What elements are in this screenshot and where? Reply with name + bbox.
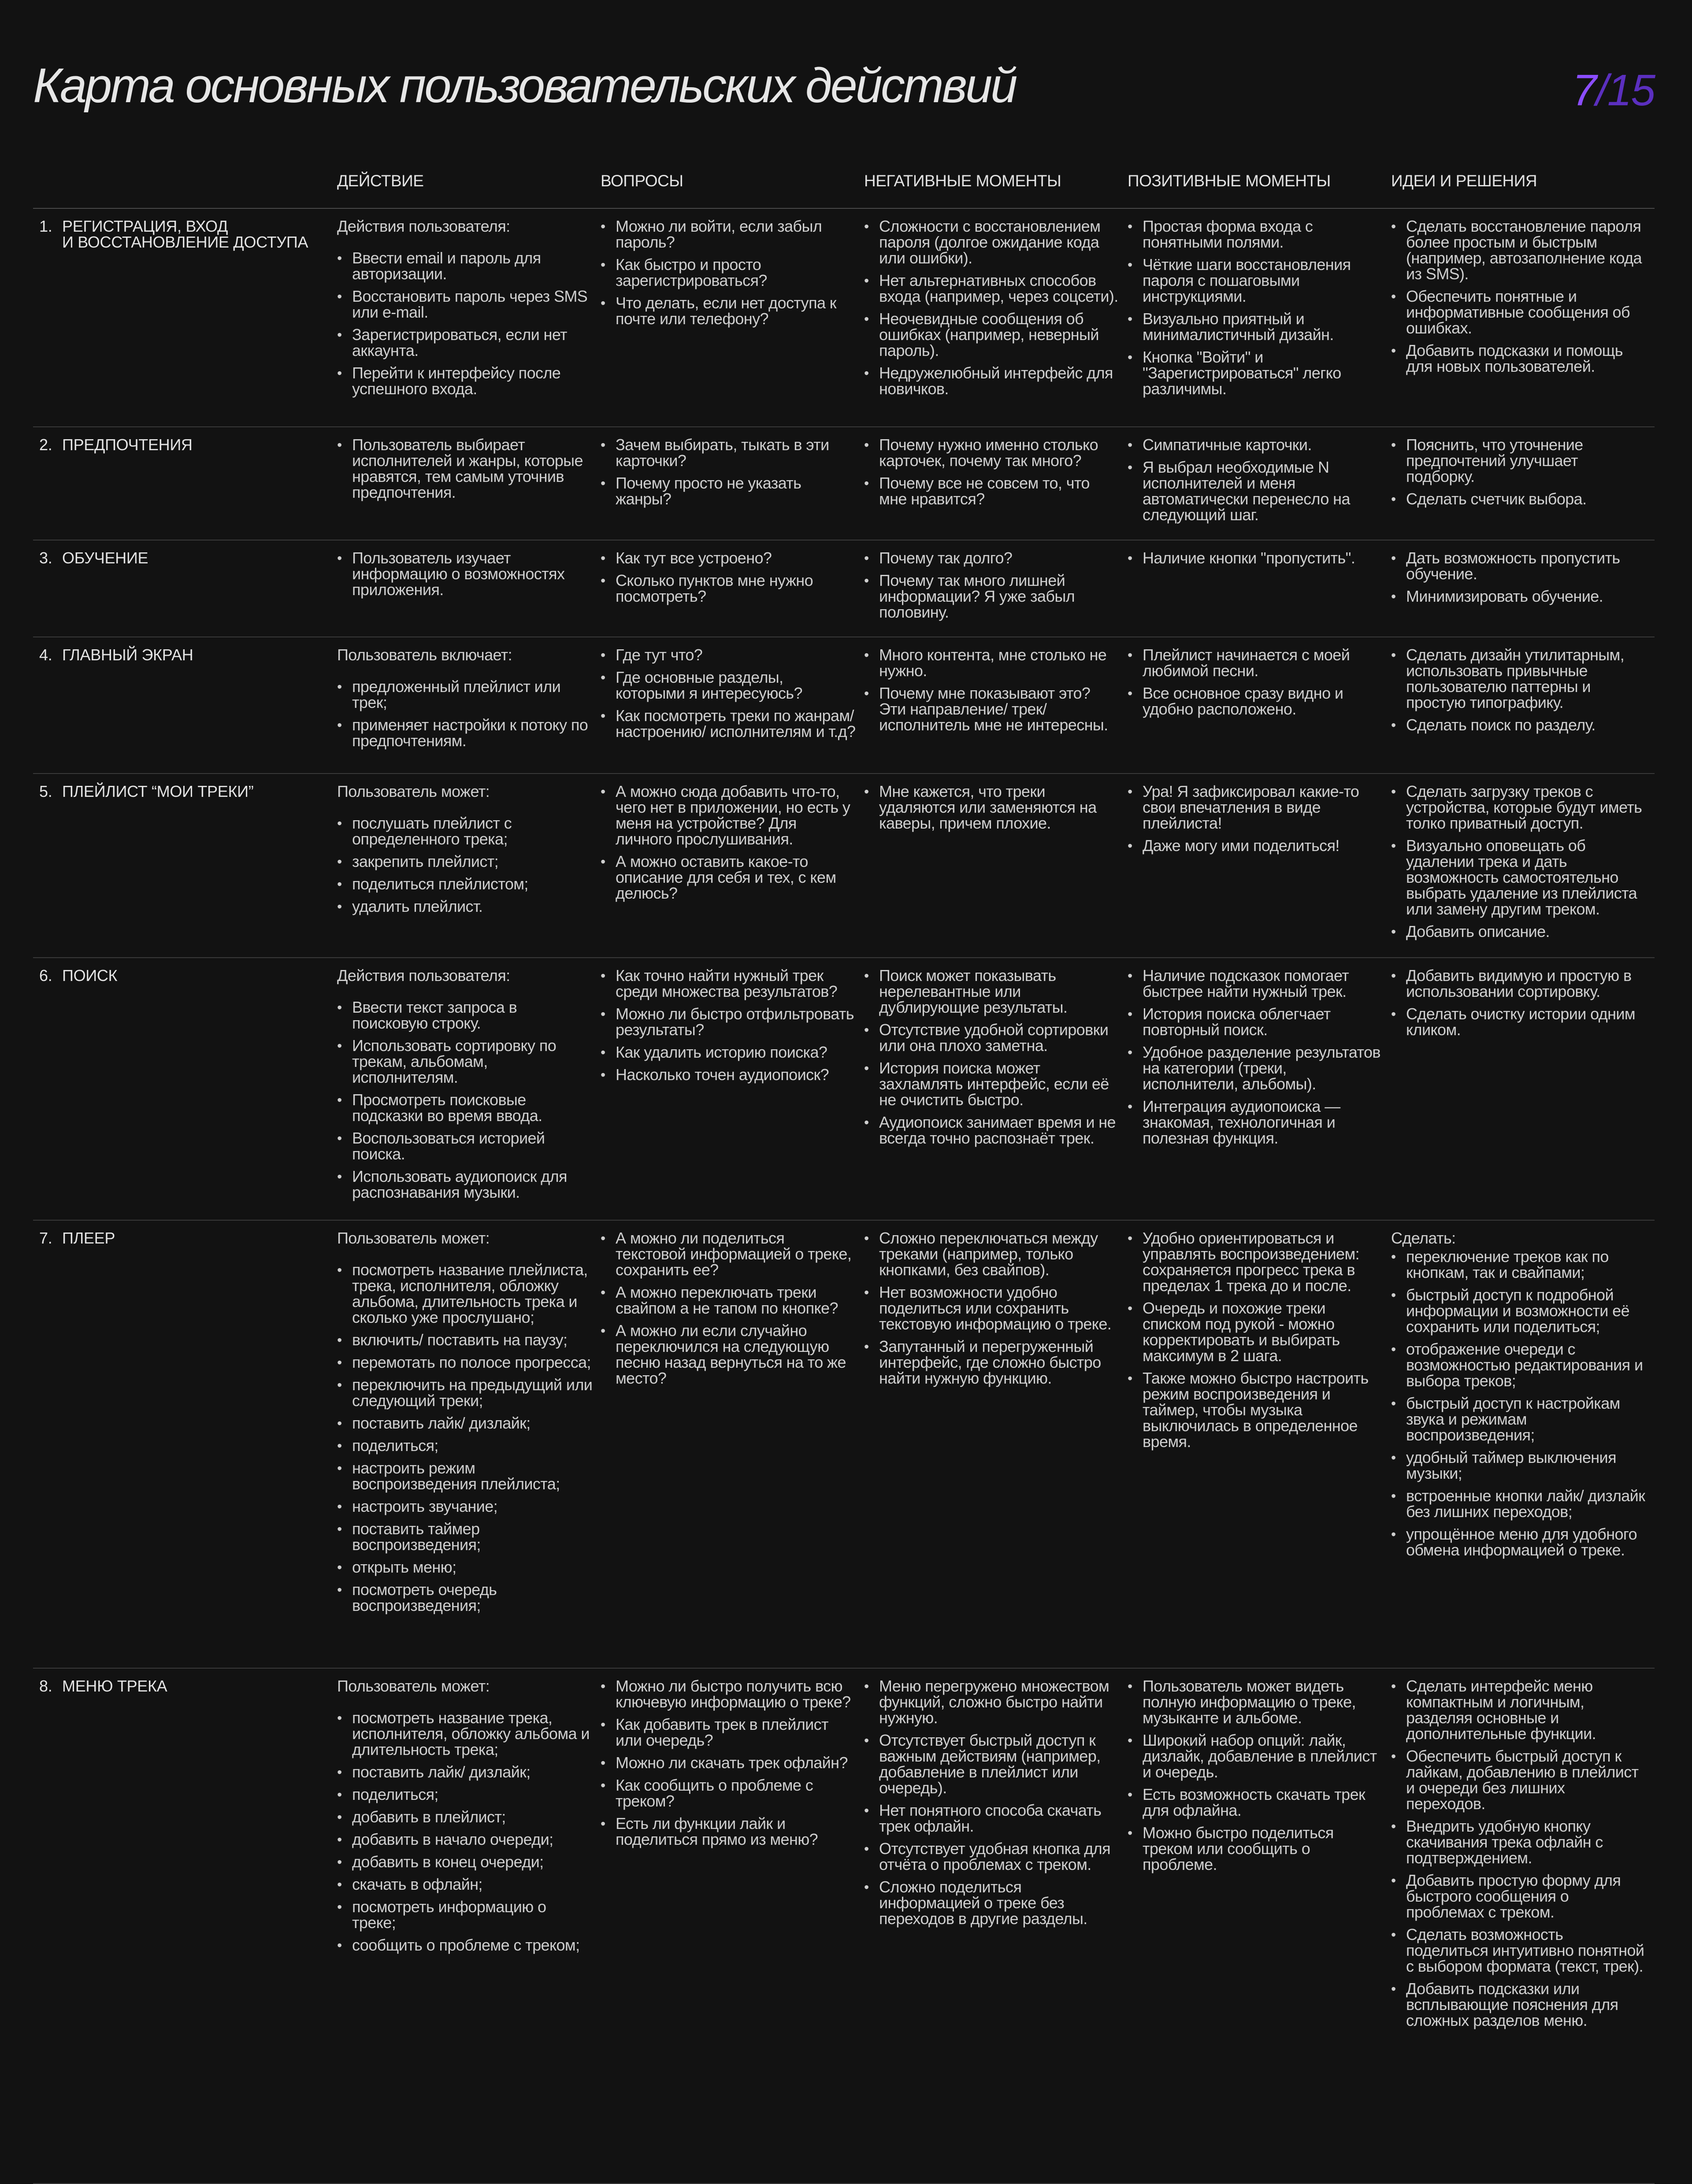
positive-list [1143,1230,1383,1450]
idea-item: • переключение треков как по кнопкам, так и свайпами; [1406,1249,1647,1281]
question-item: • Как посмотреть треки по жанрам/ настроению/ исполнителям и т.д? [616,708,856,740]
col-header-actions: ДЕЙСТВИЕ [337,172,424,190]
negative-item: • Сложно переключаться между треками (например, только кнопками, без свайпов). [879,1230,1120,1278]
question-item: • Можно ли быстро отфильтровать результаты? [616,1006,856,1038]
action-item: • Воспользоваться историей поиска. [352,1130,593,1162]
negative-item: • Почему так много лишней информации? Я уже забыл половину. [879,573,1120,620]
question-list [616,437,856,507]
col-header-positives: ПОЗИТИВНЫЕ МОМЕНТЫ [1128,172,1331,190]
action-item: • Использовать сортировку по трекам, альбомам, исполнителям. [352,1038,593,1085]
stage-number: 6. [39,966,52,985]
action-item: • поделиться; [352,1438,593,1454]
action-item: • Зарегистрироваться, если нет аккаунта. [352,327,593,359]
idea-item: • Добавить описание. [1406,924,1647,940]
question-list [616,550,856,604]
positive-cell [1128,774,1391,957]
positive-item: • Все основное сразу видно и удобно расположено. [1143,685,1383,717]
action-item: • Использовать аудиопоиск для распознавания музыки. [352,1169,593,1200]
positive-list [1143,1678,1383,1873]
negative-cell [864,1221,1128,1668]
idea-item: • Сделать счетчик выбора. [1406,491,1647,507]
negative-item: • Почему мне показывают это? Эти направление/ трек/ исполнитель мне не интересны. [879,685,1120,733]
question-cell [601,774,864,957]
question-list [616,218,856,327]
question-item: • Сколько пунктов мне нужно посмотреть? [616,573,856,604]
idea-intro: Сделать: [1391,1229,1456,1247]
page-current: 7 [1572,66,1596,115]
positive-list [1143,647,1383,717]
positive-list [1143,550,1383,566]
positive-item: • Удобно ориентироваться и управлять воспроизведением: сохраняется прогресс трека в пределах 1 трека до и после. [1143,1230,1383,1294]
positive-item: • Даже могу ими поделиться! [1143,838,1383,854]
action-item: • поставить таймер воспроизведения; [352,1521,593,1553]
idea-item: • быстрый доступ к настройкам звука и режимам воспроизведения; [1406,1396,1647,1443]
table-row [33,1221,1655,1669]
idea-item: • Обеспечить понятные и информативные сообщения об ошибках. [1406,289,1647,336]
positive-list [1143,968,1383,1146]
table-body [33,209,1655,2184]
positive-item: • Симпатичные карточки. [1143,437,1383,453]
idea-item: • быстрый доступ к подробной информации и возможности её сохранить или поделиться; [1406,1287,1647,1335]
question-item: • А можно оставить какое-то описание для себя и тех, с кем делюсь? [616,854,856,901]
action-item: • Восстановить пароль через SMS или e-mail. [352,289,593,320]
action-intro: Действия пользователя: [337,217,510,235]
positive-cell [1128,209,1391,426]
negative-cell [864,427,1128,540]
action-item: • Просмотреть поисковые подсказки во время ввода. [352,1092,593,1124]
question-item: • Где основные разделы, которыми я интересуюсь? [616,670,856,701]
idea-item: • Минимизировать обучение. [1406,589,1647,604]
page-title: Карта основных пользовательских действий [33,59,1016,113]
question-item: • Почему просто не указать жанры? [616,475,856,507]
positive-item: • Наличие подсказок помогает быстрее найти нужный трек. [1143,968,1383,999]
idea-item: • Визуально оповещать об удалении трека и дать возможность самостоятельно выбрать удаление из плейлиста или замену другим треком. [1406,838,1647,917]
question-cell [601,1669,864,2183]
positive-cell [1128,958,1391,1220]
question-item: • Как добавить трек в плейлист или очередь? [616,1717,856,1748]
positive-list [1143,784,1383,854]
table-header [33,172,1655,209]
positive-list [1143,437,1383,523]
action-cell [337,1669,601,2183]
action-list [352,999,593,1200]
idea-list [1406,550,1647,604]
action-list [352,1262,593,1614]
idea-item: • Сделать дизайн утилитарным, использовать привычные пользователю паттерны и простую типографику. [1406,647,1647,711]
idea-list [1406,784,1647,940]
action-item: • настроить звучание; [352,1499,593,1514]
idea-list [1406,1678,1647,2029]
question-cell [601,540,864,637]
stage-name: ПЛЕЙЛИСТ “МОИ ТРЕКИ” [62,782,254,800]
action-item: • включить/ поставить на паузу; [352,1332,593,1348]
action-intro: Пользователь может: [337,1229,490,1247]
action-cell [337,958,601,1220]
negative-item: • Недружелюбный интерфейс для новичков. [879,365,1120,397]
idea-item: • Добавить простую форму для быстрого сообщения о проблемах с треком. [1406,1873,1647,1920]
stage-number: 2. [39,436,52,454]
negative-item: • Меню перегружено множеством функций, сложно быстро найти нужную. [879,1678,1120,1726]
idea-item: • Сделать поиск по разделу. [1406,717,1647,733]
negative-list [879,647,1120,733]
idea-cell [1391,1669,1655,2183]
question-cell [601,637,864,773]
question-item: • Зачем выбирать, тыкать в эти карточки? [616,437,856,469]
action-item: • посмотреть название трека, исполнителя, обложку альбома и длительность трека; [352,1710,593,1758]
action-item: • посмотреть название плейлиста, трека, исполнителя, обложку альбома, длительность трека и сколько уже прослушано; [352,1262,593,1325]
negative-item: • Много контента, мне столько не нужно. [879,647,1120,679]
stage-name: ГЛАВНЫЙ ЭКРАН [62,646,193,664]
positive-item: • Визуально приятный и минималистичный дизайн. [1143,311,1383,343]
negative-item: • Аудиопоиск занимает время и не всегда точно распознаёт трек. [879,1114,1120,1146]
idea-item: • Дать возможность пропустить обучение. [1406,550,1647,582]
idea-cell [1391,209,1655,426]
positive-item: • Широкий набор опций: лайк, дизлайк, добавление в плейлист и очередь. [1143,1732,1383,1780]
stage-number: 4. [39,646,52,664]
positive-item: • Очередь и похожие треки списком под рукой - можно корректировать и выбирать максимум в 2 шага. [1143,1300,1383,1364]
idea-item: • упрощённое меню для удобного обмена информацией о треке. [1406,1526,1647,1558]
negative-cell [864,209,1128,426]
stage-number: 7. [39,1229,52,1247]
question-list [616,647,856,740]
question-item: • А можно переключать треки свайпом а не тапом по кнопке? [616,1284,856,1316]
negative-cell [864,540,1128,637]
negative-list [879,218,1120,397]
idea-item: • Добавить подсказки или всплывающие пояснения для сложных разделов меню. [1406,1981,1647,2029]
action-item: • поделиться; [352,1787,593,1803]
action-list [352,437,593,500]
idea-item: • Внедрить удобную кнопку скачивания трека офлайн с подтверждением. [1406,1818,1647,1866]
positive-item: • Интеграция аудиопоиска — знакомая, технологичная и полезная функция. [1143,1099,1383,1146]
action-item: • Перейти к интерфейсу после успешного входа. [352,365,593,397]
action-item: • Пользователь выбирает исполнителей и жанры, которые нравятся, тем самым уточнив предпочтения. [352,437,593,500]
stage-cell [33,774,337,957]
action-cell [337,540,601,637]
idea-item: • удобный таймер выключения музыки; [1406,1450,1647,1481]
positive-item: • Я выбрал необходимые N исполнителей и меня автоматически перенесло на следующий шаг. [1143,459,1383,523]
action-item: • поделиться плейлистом; [352,876,593,892]
question-item: • Как удалить историю поиска? [616,1044,856,1060]
question-cell [601,427,864,540]
question-cell [601,958,864,1220]
action-item: • открыть меню; [352,1559,593,1575]
action-list [352,250,593,397]
table-row [33,1669,1655,2184]
idea-item: • Сделать возможность поделиться интуитивно понятной с выбором формата (текст, трек). [1406,1927,1647,1974]
positive-item: • Кнопка "Войти" и "Зарегистрироваться" легко различимы. [1143,349,1383,397]
idea-item: • Добавить видимую и простую в использовании сортировку. [1406,968,1647,999]
idea-item: • Сделать загрузку треков с устройства, которые будут иметь толко приватный доступ. [1406,784,1647,831]
negative-item: • Почему так долго? [879,550,1120,566]
negative-item: • Нет альтернативных способов входа (например, через соцсети). [879,273,1120,304]
positive-list [1143,218,1383,397]
negative-item: • Почему нужно именно столько карточек, почему так много? [879,437,1120,469]
negative-list [879,550,1120,620]
question-item: • Насколько точен аудиопоиск? [616,1067,856,1083]
negative-item: • Сложности с восстановлением пароля (долгое ожидание кода или ошибки). [879,218,1120,266]
stage-name: РЕГИСТРАЦИЯ, ВХОД И ВОССТАНОВЛЕНИЕ ДОСТУПА [62,217,308,251]
negative-item: • Отсутствует быстрый доступ к важным действиям (например, добавление в плейлист или очередь). [879,1732,1120,1796]
action-item: • поставить лайк/ дизлайк; [352,1764,593,1780]
action-item: • послушать плейлист с определенного трека; [352,815,593,847]
positive-item: • Есть возможность скачать трек для офлайна. [1143,1787,1383,1818]
stage-cell [33,958,337,1220]
negative-item: • Сложно поделиться информацией о треке без переходов в другие разделы. [879,1879,1120,1927]
positive-item: • Наличие кнопки "пропустить". [1143,550,1383,566]
negative-item: • Отсутствует удобная кнопка для отчёта о проблемах с треком. [879,1841,1120,1873]
idea-item: • Сделать очистку истории одним кликом. [1406,1006,1647,1038]
action-item: • посмотреть очередь воспроизведения; [352,1582,593,1614]
action-cell [337,774,601,957]
action-cell [337,427,601,540]
action-list [352,550,593,598]
negative-list [879,968,1120,1146]
stage-cell [33,209,337,426]
question-cell [601,209,864,426]
page-counter [1572,66,1655,115]
action-item: • Ввести email и пароль для авторизации. [352,250,593,282]
positive-item: • Пользователь может видеть полную информацию о треке, музыканте и альбоме. [1143,1678,1383,1726]
stage-number: 5. [39,782,52,800]
action-item: • поставить лайк/ дизлайк; [352,1415,593,1431]
action-item: • удалить плейлист. [352,899,593,914]
question-item: • А можно сюда добавить что-то, чего нет в приложении, но есть у меня на устройстве? Для личного прослушивания. [616,784,856,847]
col-header-ideas: ИДЕИ И РЕШЕНИЯ [1391,172,1537,190]
idea-item: • Сделать интерфейс меню компактным и логичным, разделяя основные и дополнительные функции. [1406,1678,1647,1742]
positive-item: • Можно быстро поделиться треком или сообщить о проблеме. [1143,1825,1383,1873]
header-stage-spacer [33,172,337,208]
negative-item: • Неочевидные сообщения об ошибках (например, неверный пароль). [879,311,1120,359]
idea-cell [1391,774,1655,957]
positive-item: • Плейлист начинается с моей любимой песни. [1143,647,1383,679]
action-item: • сообщить о проблеме с треком; [352,1937,593,1953]
positive-cell [1128,540,1391,637]
idea-cell [1391,540,1655,637]
table-row [33,209,1655,427]
action-intro: Пользователь может: [337,1677,490,1695]
positive-item: • Также можно быстро настроить режим воспроизведения и таймер, чтобы музыка выключилась в определенное время. [1143,1370,1383,1450]
negative-item: • Нет понятного способа скачать трек офлайн. [879,1803,1120,1834]
positive-item: • Ура! Я зафиксировал какие-то свои впечатления в виде плейлиста! [1143,784,1383,831]
negative-item: • История поиска может захламлять интерфейс, если её не очистить быстро. [879,1060,1120,1108]
positive-item: • История поиска облегчает повторный поиск. [1143,1006,1383,1038]
action-list [352,1710,593,1953]
idea-list [1406,968,1647,1038]
stage-cell [33,427,337,540]
question-item: • Как быстро и просто зарегистрироваться? [616,257,856,289]
table-row [33,427,1655,540]
negative-item: • Поиск может показывать нерелевантные или дублирующие результаты. [879,968,1120,1015]
positive-cell [1128,427,1391,540]
negative-list [879,784,1120,831]
idea-item: • Добавить подсказки и помощь для новых пользователей. [1406,343,1647,374]
negative-item: • Запутанный и перегруженный интерфейс, где сложно быстро найти нужную функцию. [879,1339,1120,1386]
question-item: • Как точно найти нужный трек среди множества результатов? [616,968,856,999]
action-item: • Пользователь изучает информацию о возможностях приложения. [352,550,593,598]
stage-name: ОБУЧЕНИЕ [62,549,148,567]
negative-item: • Отсутствие удобной сортировки или она плохо заметна. [879,1022,1120,1054]
negative-cell [864,774,1128,957]
stage-name: ПОИСК [62,966,118,985]
question-list [616,784,856,901]
action-item: • добавить в плейлист; [352,1809,593,1825]
question-item: • Где тут что? [616,647,856,663]
action-intro: Пользователь может: [337,782,490,800]
idea-cell [1391,958,1655,1220]
idea-list [1406,1249,1647,1558]
action-intro: Пользователь включает: [337,646,512,664]
idea-list [1406,647,1647,733]
idea-cell [1391,1221,1655,1668]
negative-item: • Почему все не совсем то, что мне нравится? [879,475,1120,507]
action-item: • предложенный плейлист или трек; [352,679,593,711]
question-item: • Как тут все устроено? [616,550,856,566]
question-item: • Что делать, если нет доступа к почте или телефону? [616,295,856,327]
question-item: • А можно ли если случайно переключился на следующую песню назад вернуться на то же место? [616,1323,856,1386]
question-item: • Есть ли функции лайк и поделиться прямо из меню? [616,1816,856,1847]
stage-number: 8. [39,1677,52,1695]
col-header-questions: ВОПРОСЫ [601,172,683,190]
action-cell [337,637,601,773]
negative-cell [864,1669,1128,2183]
question-list [616,968,856,1083]
stage-number: 3. [39,549,52,567]
col-header-negatives: НЕГАТИВНЫЕ МОМЕНТЫ [864,172,1061,190]
action-item: • добавить в начало очереди; [352,1832,593,1847]
action-item: • применяет настройки к потоку по предпочтениям. [352,717,593,749]
positive-cell [1128,1669,1391,2183]
action-item: • посмотреть информацию о треке; [352,1899,593,1931]
action-item: • закрепить плейлист; [352,854,593,870]
question-item: • Можно ли скачать трек офлайн? [616,1755,856,1771]
negative-item: • Мне кажется, что треки удаляются или заменяются на каверы, причем плохие. [879,784,1120,831]
positive-cell [1128,637,1391,773]
page-total: /15 [1596,66,1655,115]
question-cell [601,1221,864,1668]
stage-cell [33,637,337,773]
stage-cell [33,1221,337,1668]
journey-table [33,172,1655,2184]
action-item: • Ввести текст запроса в поисковую строку. [352,999,593,1031]
positive-cell [1128,1221,1391,1668]
negative-list [879,437,1120,507]
idea-list [1406,218,1647,374]
stage-name: ПЛЕЕР [62,1229,115,1247]
stage-cell [33,540,337,637]
idea-item: • встроенные кнопки лайк/ дизлайк без лишних переходов; [1406,1488,1647,1520]
idea-item: • Пояснить, что уточнение предпочтений улучшает подборку. [1406,437,1647,485]
negative-item: • Нет возможности удобно поделиться или сохранить текстовую информацию о треке. [879,1284,1120,1332]
positive-item: • Чёткие шаги восстановления пароля с пошаговыми инструкциями. [1143,257,1383,304]
question-item: • Можно ли быстро получить всю ключевую информацию о треке? [616,1678,856,1710]
idea-item: • отображение очереди с возможностью редактирования и выбора треков; [1406,1341,1647,1389]
action-item: • добавить в конец очереди; [352,1854,593,1870]
question-list [616,1678,856,1847]
idea-item: • Обеспечить быстрый доступ к лайкам, добавлению в плейлист и очереди без лишних переходов. [1406,1748,1647,1812]
action-cell [337,209,601,426]
action-intro: Действия пользователя: [337,966,510,985]
table-row [33,540,1655,637]
negative-cell [864,958,1128,1220]
action-list [352,679,593,749]
negative-list [879,1678,1120,1927]
table-row [33,637,1655,774]
action-item: • настроить режим воспроизведения плейлиста; [352,1460,593,1492]
action-list [352,815,593,914]
question-item: • Можно ли войти, если забыл пароль? [616,218,856,250]
action-item: • переключить на предыдущий или следующий треки; [352,1377,593,1409]
stage-cell [33,1669,337,2183]
negative-list [879,1230,1120,1386]
positive-item: • Удобное разделение результатов на категории (треки, исполнители, альбомы). [1143,1044,1383,1092]
stage-name: МЕНЮ ТРЕКА [62,1677,167,1695]
stage-name: ПРЕДПОЧТЕНИЯ [62,436,193,454]
idea-cell [1391,427,1655,540]
action-cell [337,1221,601,1668]
question-list [616,1230,856,1386]
stage-number: 1. [39,217,52,235]
idea-cell [1391,637,1655,773]
idea-list [1406,437,1647,507]
question-item: • Как сообщить о проблеме с треком? [616,1777,856,1809]
table-row [33,958,1655,1221]
idea-item: • Сделать восстановление пароля более простым и быстрым (например, автозаполнение кода из SMS). [1406,218,1647,282]
question-item: • А можно ли поделиться текстовой информацией о треке, сохранить ее? [616,1230,856,1278]
action-item: • скачать в офлайн; [352,1877,593,1892]
action-item: • перемотать по полосе прогресса; [352,1355,593,1370]
negative-cell [864,637,1128,773]
table-row [33,774,1655,958]
positive-item: • Простая форма входа с понятными полями. [1143,218,1383,250]
